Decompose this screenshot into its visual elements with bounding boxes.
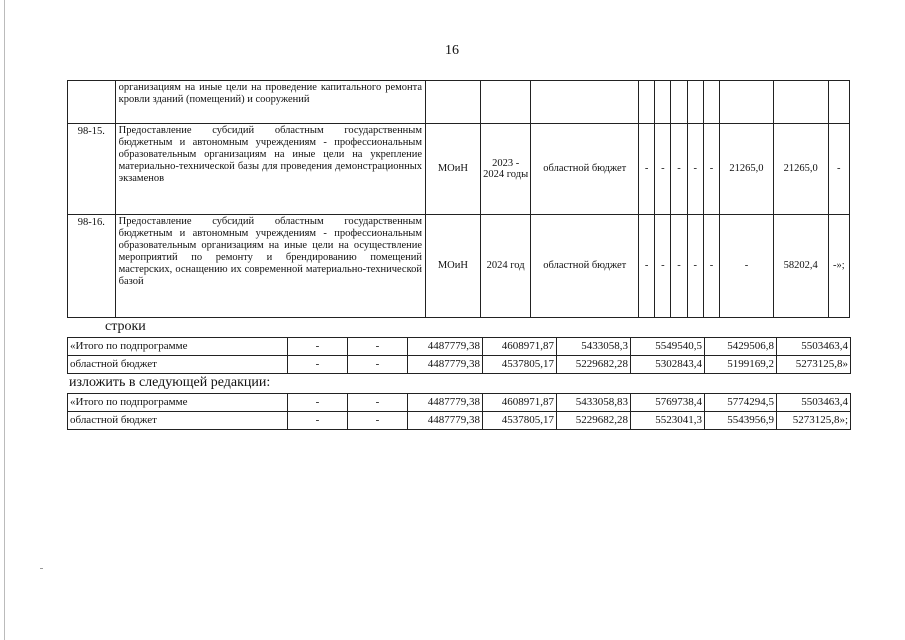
value-cell: -: [348, 356, 408, 374]
period-cell: 2024 год: [480, 215, 531, 318]
executor-cell: [426, 81, 481, 124]
value-cell: 4487779,38: [408, 394, 483, 412]
old-totals-table: [67, 337, 851, 374]
value-cell: -: [655, 124, 671, 215]
value-cell: -: [638, 124, 654, 215]
value-cell: 5503463,4: [777, 338, 851, 356]
value-cell: -: [720, 215, 774, 318]
value-cell: [703, 81, 719, 124]
value-cell: -: [671, 124, 687, 215]
value-cell: -: [288, 394, 348, 412]
value-cell: 21265,0: [720, 124, 774, 215]
value-cell: [687, 81, 703, 124]
value-cell: 5273125,8»;: [777, 412, 851, 430]
value-cell: 21265,0: [773, 124, 828, 215]
value-cell: [671, 81, 687, 124]
value-cell: -: [288, 338, 348, 356]
table-row: [68, 124, 850, 215]
value-cell: 5429506,8: [705, 338, 777, 356]
value-cell: -: [348, 338, 408, 356]
value-cell: -: [703, 124, 719, 215]
value-cell: 4487779,38: [408, 338, 483, 356]
row-label: областной бюджет: [68, 412, 288, 430]
value-cell: 5523041,3: [631, 412, 705, 430]
value-cell: [720, 81, 774, 124]
value-cell: 5229682,28: [557, 412, 631, 430]
measures-table: [67, 80, 850, 318]
page-number: 16: [445, 43, 459, 58]
value-cell: 5229682,28: [557, 356, 631, 374]
value-cell: 5549540,5: [631, 338, 705, 356]
value-cell: 4487779,38: [408, 412, 483, 430]
value-cell: -: [288, 412, 348, 430]
value-cell: -: [348, 412, 408, 430]
value-cell: 5433058,83: [557, 394, 631, 412]
value-cell: 5774294,5: [705, 394, 777, 412]
table-row: [68, 356, 851, 374]
value-cell: [773, 81, 828, 124]
row-number: [68, 81, 116, 124]
value-cell: 4487779,38: [408, 356, 483, 374]
scan-mark: [40, 568, 43, 569]
value-cell: 4537805,17: [483, 412, 557, 430]
value-cell: -: [655, 215, 671, 318]
period-cell: 2023 - 2024 годы: [480, 124, 531, 215]
value-cell: 5433058,3: [557, 338, 631, 356]
value-cell: -: [348, 394, 408, 412]
new-totals-table: [67, 393, 851, 430]
value-cell: [828, 81, 849, 124]
measure-description: организациям на иные цели на проведение капитального ремонта кровли зданий (помещений) и сооружений: [115, 81, 425, 124]
table-row: [68, 81, 850, 124]
value-cell: 5302843,4: [631, 356, 705, 374]
source-cell: [531, 81, 639, 124]
period-cell: [480, 81, 531, 124]
value-cell: -: [687, 215, 703, 318]
executor-cell: МОиН: [426, 124, 481, 215]
value-cell: 5769738,4: [631, 394, 705, 412]
table-row: [68, 215, 850, 318]
rows-caption: строки: [105, 319, 146, 334]
value-cell: -: [687, 124, 703, 215]
source-cell: областной бюджет: [531, 215, 639, 318]
value-cell: -»;: [828, 215, 849, 318]
value-cell: [638, 81, 654, 124]
new-edition-caption: изложить в следующей редакции:: [69, 375, 271, 390]
table-row: [68, 338, 851, 356]
executor-cell: МОиН: [426, 215, 481, 318]
value-cell: -: [703, 215, 719, 318]
value-cell: -: [288, 356, 348, 374]
value-cell: -: [671, 215, 687, 318]
source-cell: областной бюджет: [531, 124, 639, 215]
row-number: 98-16.: [68, 215, 116, 318]
value-cell: [655, 81, 671, 124]
measure-description: Предоставление субсидий областным государственным бюджетным и автономным учреждениям - профессиональным образовательным организациям на иные цели на укрепление материально-технической базы для проведения демонстрационных экзаменов: [115, 124, 425, 215]
row-label: «Итого по подпрограмме: [68, 394, 288, 412]
value-cell: 5199169,2: [705, 356, 777, 374]
value-cell: 4537805,17: [483, 356, 557, 374]
measure-description: Предоставление субсидий областным государственным бюджетным и автономным учреждениям - профессиональным образовательным организациям на иные цели на осуществление мероприятий по ремонту и брендированию помещений мастерских, оснащению их современной материально-технической базой: [115, 215, 425, 318]
page-edge-line: [4, 0, 5, 640]
value-cell: 5273125,8»: [777, 356, 851, 374]
value-cell: 5503463,4: [777, 394, 851, 412]
row-label: «Итого по подпрограмме: [68, 338, 288, 356]
row-number: 98-15.: [68, 124, 116, 215]
value-cell: -: [828, 124, 849, 215]
table-row: [68, 412, 851, 430]
value-cell: 5543956,9: [705, 412, 777, 430]
value-cell: 58202,4: [773, 215, 828, 318]
row-label: областной бюджет: [68, 356, 288, 374]
value-cell: -: [638, 215, 654, 318]
table-row: [68, 394, 851, 412]
value-cell: 4608971,87: [483, 338, 557, 356]
value-cell: 4608971,87: [483, 394, 557, 412]
